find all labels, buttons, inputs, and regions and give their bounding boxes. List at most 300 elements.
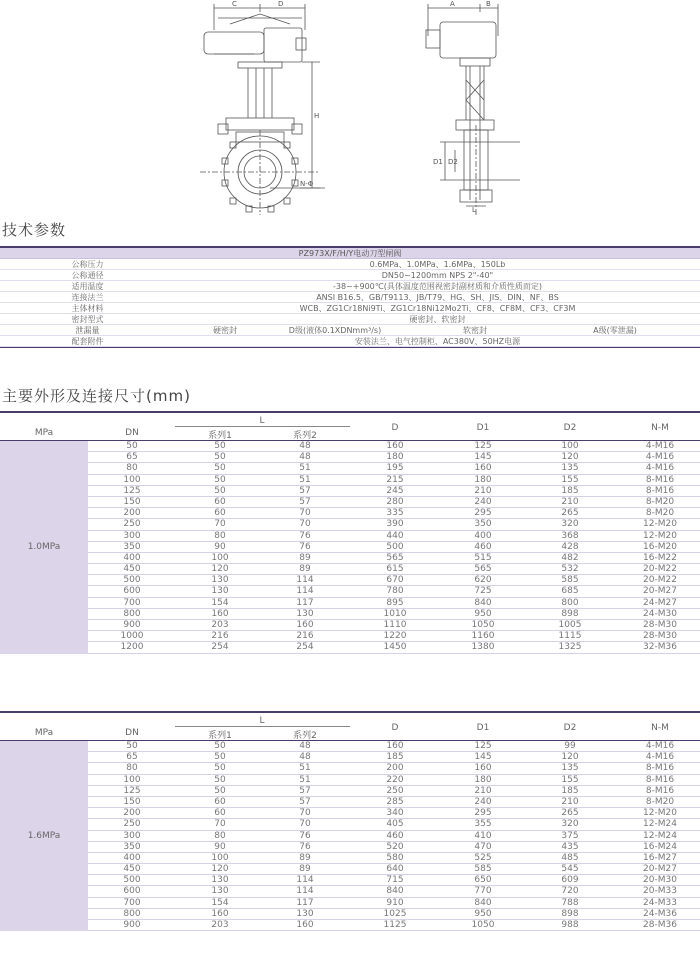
table-cell: 155 (561, 774, 579, 785)
table-cell: 788 (561, 897, 579, 908)
table-cell: 220 (386, 774, 404, 785)
table-cell: 609 (561, 875, 579, 886)
table-cell: 20-M27 (643, 864, 677, 875)
table-cell: 195 (386, 463, 404, 474)
table-cell: 210 (561, 496, 579, 507)
dim-label-c: C (232, 0, 237, 8)
table-cell: 1125 (383, 920, 407, 930)
table-cell: 130 (211, 886, 229, 897)
table-cell: 1010 (383, 608, 407, 619)
col-d1-header: D1 (476, 723, 490, 733)
table-cell: 585 (474, 864, 492, 875)
col-d2-header: D2 (563, 423, 577, 433)
table-cell: 390 (386, 519, 404, 530)
table-cell: 150 (123, 796, 141, 807)
table-cell: 50 (214, 463, 226, 474)
table-cell: 295 (474, 508, 492, 519)
table-cell: 160 (474, 763, 492, 774)
table-cell: 525 (474, 852, 492, 863)
table-cell: 725 (474, 586, 492, 597)
table-cell: 515 (474, 552, 492, 563)
table-row (88, 808, 700, 819)
col-series2-header: 系列2 (293, 731, 317, 741)
table-row (88, 508, 700, 519)
table-cell: 90 (214, 541, 226, 552)
table-row (88, 463, 700, 474)
table-cell: 405 (386, 819, 404, 830)
table-cell: 400 (474, 530, 492, 541)
dim-label-h: H (314, 112, 320, 120)
table-row: 泄漏量 硬密封 D级(液体0.1XDNmm³/s) 软密封 A级(零泄漏) (0, 325, 700, 336)
table-cell: 700 (123, 897, 141, 908)
table-cell: 20-M30 (643, 875, 677, 886)
table-cell: 150 (123, 496, 141, 507)
table-cell: 8-M20 (645, 496, 675, 507)
table-cell: 780 (386, 586, 404, 597)
table-cell: 265 (561, 508, 579, 519)
table-cell: 8-M16 (645, 785, 675, 796)
table-cell: 48 (299, 741, 311, 751)
table-cell: 700 (123, 597, 141, 608)
table-cell: 375 (561, 830, 579, 841)
table-cell: 24-M27 (643, 597, 677, 608)
table-cell: 565 (386, 552, 404, 563)
table-row (88, 452, 700, 463)
col-dn-header: DN (125, 428, 139, 438)
table-cell: 400 (123, 852, 141, 863)
table-cell: 285 (386, 796, 404, 807)
table-cell: 48 (299, 752, 311, 763)
table-cell: 154 (211, 597, 229, 608)
table-cell: 130 (211, 875, 229, 886)
table-cell: 210 (474, 485, 492, 496)
table-cell: 203 (211, 920, 229, 930)
table-row (88, 441, 700, 452)
table-row (88, 898, 700, 909)
col-dn-header: DN (125, 728, 139, 738)
table-cell: 89 (299, 552, 311, 563)
table-cell: 600 (123, 886, 141, 897)
table-cell: 1050 (471, 620, 495, 630)
table-cell: 100 (123, 474, 141, 485)
table-row (88, 642, 700, 653)
table-row (88, 875, 700, 886)
col-n-m-header: N-M (651, 423, 669, 433)
table-cell: 28-M30 (643, 620, 677, 630)
table-cell: 203 (211, 620, 229, 630)
table-cell: 300 (123, 830, 141, 841)
table-cell: 50 (214, 441, 226, 451)
table-cell: 51 (299, 763, 311, 774)
table-cell: 4-M16 (645, 741, 675, 751)
table-cell: 130 (296, 608, 314, 619)
table-cell: 100 (211, 552, 229, 563)
table-row (88, 575, 700, 586)
table-cell: 500 (386, 541, 404, 552)
table-cell: 4-M16 (645, 752, 675, 763)
table-cell: 120 (561, 752, 579, 763)
table-cell: 545 (561, 864, 579, 875)
table-cell: 1050 (471, 920, 495, 930)
table-row (88, 752, 700, 763)
table-cell: 50 (126, 741, 138, 751)
table-cell: 350 (123, 541, 141, 552)
table-cell: 180 (474, 774, 492, 785)
table-cell: 130 (296, 908, 314, 919)
table-cell: 60 (214, 496, 226, 507)
dim-label-d: D (278, 0, 284, 8)
dim-label-d2: D2 (448, 158, 458, 166)
table-cell: 160 (474, 463, 492, 474)
col-mpa-header: MPa (34, 728, 54, 738)
dimensions-table-1 (0, 411, 700, 654)
table-cell: 565 (474, 564, 492, 575)
table-cell: 350 (474, 519, 492, 530)
table-cell: 250 (386, 785, 404, 796)
table-cell: 640 (386, 864, 404, 875)
col-d1-header: D1 (476, 423, 490, 433)
table-row: 密封型式 硬密封、软密封 (0, 314, 700, 325)
table-cell: 250 (123, 819, 141, 830)
tech-params-table (0, 246, 700, 348)
table-row (88, 475, 700, 486)
table-cell: 120 (211, 864, 229, 875)
col-n-m-header: N-M (651, 723, 669, 733)
table-cell: 20-M27 (643, 586, 677, 597)
table-cell: 16-M24 (643, 841, 677, 852)
table-cell: 125 (123, 785, 141, 796)
table-cell: 685 (561, 586, 579, 597)
table-cell: 50 (126, 441, 138, 451)
table-cell: 620 (474, 575, 492, 586)
table-cell: 51 (299, 463, 311, 474)
table-cell: 340 (386, 808, 404, 819)
table-cell: 320 (561, 819, 579, 830)
table-cell: 1325 (558, 642, 582, 653)
table-cell: 90 (214, 841, 226, 852)
table-cell: 1005 (558, 620, 582, 630)
table-cell: 160 (296, 920, 314, 930)
table-cell: 8-M16 (645, 474, 675, 485)
table-cell: 76 (299, 830, 311, 841)
table-cell: 4-M16 (645, 452, 675, 463)
table-cell: 114 (296, 586, 314, 597)
side-view-drawing (426, 4, 520, 215)
table-cell: 80 (126, 463, 138, 474)
dim-label-l: L (472, 206, 476, 214)
table-cell: 130 (211, 575, 229, 586)
table-cell: 450 (123, 864, 141, 875)
table-cell: 210 (474, 785, 492, 796)
table-cell: 1160 (471, 631, 495, 642)
dimensions-title: 主要外形及连接尺寸(mm) (2, 387, 191, 405)
table-cell: 120 (561, 452, 579, 463)
table-row (88, 786, 700, 797)
table-cell: 770 (474, 886, 492, 897)
table-cell: 135 (561, 763, 579, 774)
table-cell: 435 (561, 841, 579, 852)
table-cell: 280 (386, 496, 404, 507)
table-cell: 670 (386, 575, 404, 586)
table-cell: 20-M22 (643, 575, 677, 586)
table-cell: 125 (123, 485, 141, 496)
table-cell: 1025 (383, 908, 407, 919)
table-cell: 160 (211, 608, 229, 619)
table-row: 主体材料 WCB、ZG1Cr18Ni9Ti、ZG1Cr18Ni12Mo2Ti、CF8、CF8M、CF3、CF3M (0, 303, 700, 314)
table-cell: 4-M16 (645, 463, 675, 474)
table-cell: 50 (214, 774, 226, 785)
table-cell: 51 (299, 474, 311, 485)
table-cell: 20-M22 (643, 564, 677, 575)
l-group-underline (175, 726, 350, 727)
table-cell: 254 (211, 642, 229, 653)
table-cell: 470 (474, 841, 492, 852)
table-cell: 185 (386, 752, 404, 763)
dim-label-b: B (486, 0, 491, 8)
table-row: 公称通径 DN50~1200mm NPS 2"-40" (0, 270, 700, 281)
table-cell: 70 (299, 508, 311, 519)
table-cell: 950 (474, 908, 492, 919)
table-cell: 24-M36 (643, 908, 677, 919)
table-cell: 145 (474, 752, 492, 763)
table-row (88, 909, 700, 920)
table-row: 公称压力 0.6MPa、1.0MPa、1.6MPa、150Lb (0, 259, 700, 270)
table-row (88, 741, 700, 752)
table-row (88, 553, 700, 564)
table-cell: 24-M33 (643, 897, 677, 908)
table-cell: 216 (211, 631, 229, 642)
table-cell: 300 (123, 530, 141, 541)
table-cell: 180 (474, 474, 492, 485)
l-group-underline (175, 426, 350, 427)
table-cell: 1115 (558, 631, 582, 642)
table-cell: 185 (561, 785, 579, 796)
table-cell: 615 (386, 564, 404, 575)
table-row (88, 763, 700, 774)
table-cell: 70 (214, 819, 226, 830)
col-series2-header: 系列2 (293, 431, 317, 441)
col-series1-header: 系列1 (208, 731, 232, 741)
table-cell: 200 (123, 508, 141, 519)
table-row (88, 531, 700, 542)
table-cell: 114 (296, 875, 314, 886)
table-cell: 254 (296, 642, 314, 653)
table-row (88, 586, 700, 597)
table-cell: 57 (299, 785, 311, 796)
col-mpa-header: MPa (34, 428, 54, 438)
table-cell: 57 (299, 485, 311, 496)
table-cell: 76 (299, 841, 311, 852)
table-cell: 48 (299, 452, 311, 463)
table-cell: 50 (214, 763, 226, 774)
table-cell: 130 (211, 586, 229, 597)
table-cell: 715 (386, 875, 404, 886)
table-cell: 400 (123, 552, 141, 563)
table-cell: 600 (123, 586, 141, 597)
mpa-group-label: 1.6MPa (0, 741, 88, 931)
table-cell: 48 (299, 441, 311, 451)
table-cell: 4-M16 (645, 441, 675, 451)
table-cell: 240 (474, 796, 492, 807)
table-cell: 12-M24 (643, 819, 677, 830)
table-row (88, 486, 700, 497)
table-cell: 335 (386, 508, 404, 519)
table-cell: 950 (474, 608, 492, 619)
table-cell: 125 (474, 441, 492, 451)
table-cell: 900 (123, 920, 141, 930)
table-cell: 265 (561, 808, 579, 819)
col-l-header: L (259, 416, 265, 426)
table-cell: 1000 (120, 631, 144, 642)
table-cell: 114 (296, 886, 314, 897)
table-row (88, 831, 700, 842)
table-cell: 28-M36 (643, 920, 677, 930)
table-cell: 65 (126, 752, 138, 763)
table-cell: 50 (214, 452, 226, 463)
table-cell: 160 (386, 441, 404, 451)
table-cell: 898 (561, 908, 579, 919)
table-cell: 368 (561, 530, 579, 541)
table-cell: 1200 (120, 642, 144, 653)
table-cell: 16-M27 (643, 852, 677, 863)
table-cell: 89 (299, 864, 311, 875)
table-cell: 70 (299, 519, 311, 530)
table-row (88, 775, 700, 786)
table-cell: 125 (474, 741, 492, 751)
table-row: 适用温度 -38~+900℃(具体温度范围视密封副材质和介质性质而定) (0, 281, 700, 292)
table-cell: 210 (561, 796, 579, 807)
table-cell: 57 (299, 796, 311, 807)
table-row (88, 598, 700, 609)
table-cell: 200 (386, 763, 404, 774)
table-cell: 76 (299, 541, 311, 552)
table-row (88, 631, 700, 642)
table-cell: 80 (214, 830, 226, 841)
table-cell: 250 (123, 519, 141, 530)
table-cell: 1380 (471, 642, 495, 653)
table-row (88, 920, 700, 931)
table-cell: 51 (299, 774, 311, 785)
table-cell: 580 (386, 852, 404, 863)
table-cell: 8-M16 (645, 485, 675, 496)
tech-params-header: PZ973X/F/H/Y电动刀型闸阀 (0, 248, 700, 259)
table-cell: 355 (474, 819, 492, 830)
table-cell: 898 (561, 608, 579, 619)
table-cell: 450 (123, 564, 141, 575)
col-series1-header: 系列1 (208, 431, 232, 441)
table-cell: 350 (123, 841, 141, 852)
table-cell: 60 (214, 796, 226, 807)
table-cell: 988 (561, 920, 579, 930)
table-row (88, 564, 700, 575)
table-cell: 320 (561, 519, 579, 530)
table-cell: 60 (214, 508, 226, 519)
table-cell: 840 (474, 897, 492, 908)
table-row (88, 864, 700, 875)
table-cell: 482 (561, 552, 579, 563)
dimensions-table-2 (0, 711, 700, 931)
col-d-header: D (391, 423, 399, 433)
table-header (0, 711, 700, 741)
table-row (88, 886, 700, 897)
table-cell: 840 (386, 886, 404, 897)
table-row (88, 853, 700, 864)
table-cell: 135 (561, 463, 579, 474)
table-cell: 120 (211, 564, 229, 575)
table-row (88, 542, 700, 553)
table-cell: 800 (561, 597, 579, 608)
col-l-header: L (259, 716, 265, 726)
table-cell: 12-M20 (643, 808, 677, 819)
table-cell: 76 (299, 530, 311, 541)
table-cell: 50 (214, 485, 226, 496)
table-cell: 720 (561, 886, 579, 897)
table-row (88, 797, 700, 808)
table-cell: 800 (123, 908, 141, 919)
table-cell: 410 (474, 830, 492, 841)
table-cell: 100 (211, 852, 229, 863)
table-cell: 160 (386, 741, 404, 751)
table-row (88, 519, 700, 530)
table-cell: 800 (123, 608, 141, 619)
table-cell: 428 (561, 541, 579, 552)
table-cell: 532 (561, 564, 579, 575)
table-cell: 117 (296, 897, 314, 908)
table-row (88, 620, 700, 631)
table-cell: 8-M16 (645, 763, 675, 774)
table-cell: 295 (474, 808, 492, 819)
table-cell: 32-M36 (643, 642, 677, 653)
table-cell: 216 (296, 631, 314, 642)
table-cell: 500 (123, 875, 141, 886)
table-cell: 16-M20 (643, 541, 677, 552)
table-cell: 240 (474, 496, 492, 507)
table-cell: 70 (214, 519, 226, 530)
table-cell: 160 (296, 620, 314, 630)
table-row (88, 842, 700, 853)
table-cell: 50 (214, 785, 226, 796)
table-cell: 155 (561, 474, 579, 485)
table-cell: 50 (214, 752, 226, 763)
table-cell: 485 (561, 852, 579, 863)
table-cell: 180 (386, 452, 404, 463)
table-row (88, 609, 700, 620)
table-row: 连接法兰 ANSI B16.5、GB/T9113、JB/T79、HG、SH、JIS、DIN、NF、BS (0, 292, 700, 303)
table-header (0, 411, 700, 441)
table-cell: 89 (299, 564, 311, 575)
table-cell: 650 (474, 875, 492, 886)
table-cell: 70 (299, 808, 311, 819)
table-cell: 99 (564, 741, 576, 751)
table-cell: 80 (214, 530, 226, 541)
dim-label-d1: D1 (433, 158, 443, 166)
table-cell: 117 (296, 597, 314, 608)
table-cell: 70 (299, 819, 311, 830)
table-cell: 28-M30 (643, 631, 677, 642)
table-row: 配套附件 安装法兰、电气控制柜、AC380V、50HZ电源 (0, 336, 700, 347)
table-cell: 65 (126, 452, 138, 463)
table-cell: 8-M16 (645, 774, 675, 785)
table-cell: 12-M20 (643, 519, 677, 530)
table-cell: 8-M20 (645, 796, 675, 807)
table-cell: 89 (299, 852, 311, 863)
table-cell: 50 (214, 741, 226, 751)
table-row (88, 497, 700, 508)
table-cell: 114 (296, 575, 314, 586)
table-cell: 215 (386, 474, 404, 485)
table-cell: 900 (123, 620, 141, 630)
table-cell: 16-M22 (643, 552, 677, 563)
